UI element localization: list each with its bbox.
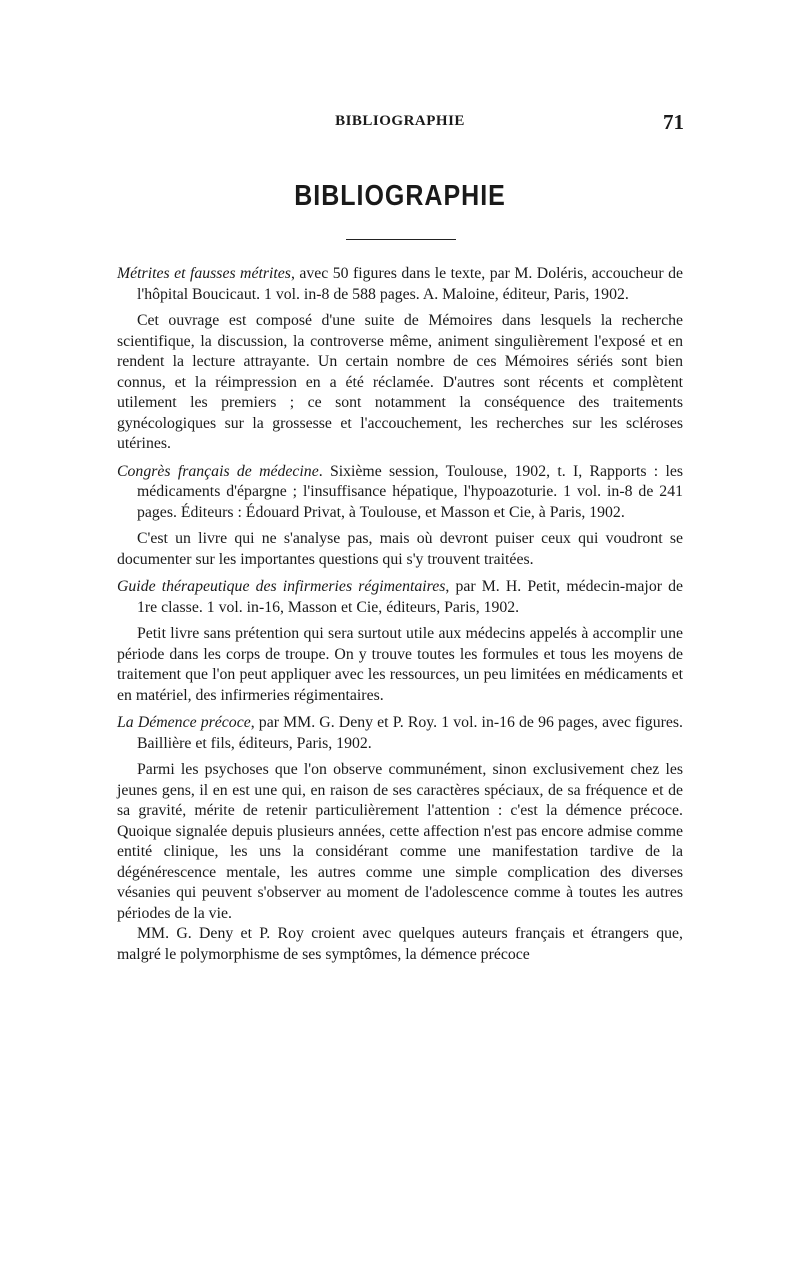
- review-paragraph: Cet ouvrage est composé d'une suite de Mémoires dans lesquels la recherche scientifique, la discussion, la controverse même, animent singulièrement l'exposé et en rendent la lecture attrayante. Un certain nombre de ces Mémoires sériés sont bien connus, et la réimpression en a été réclamée. D'autres sont récents et complètent utilement les premiers ; ce sont notamment la conséquence des traitements gynécologiques sur la grossesse et l'accouchement, les recherches sur les scléroses utérines.: [117, 312, 683, 452]
- entry-citation: [117, 713, 683, 754]
- bibliography-entry: [117, 713, 683, 965]
- bibliography-entry: [117, 264, 683, 455]
- citation-details: , par MM. G. Deny et P. Roy. 1 vol. in-16 de 96 pages, avec figures. Baillière et fils, éditeurs, Paris, 1902.: [137, 714, 683, 752]
- review-paragraph: Parmi les psychoses que l'on observe communément, sinon exclusivement chez les jeunes gens, il en est une qui, en raison de ses caractères spéciaux, de sa fréquence et de sa gravité, mérite de retenir particulièrement l'attention : c'est la démence précoce. Quoique signalée depuis plusieurs années, cette affection n'est pas encore admise comme entité clinique, les uns la considérant comme une manifestation tardive de la dégénérescence mentale, les autres comme une simple complication des diverses vésanies qui peuvent s'observer au moment de l'adolescence comme à toutes les autres périodes de la vie.: [117, 761, 683, 922]
- page-number: 71: [663, 110, 684, 134]
- citation-details: , par M. H. Petit, médecin-major de 1re classe. 1 vol. in-16, Masson et Cie, éditeurs, Paris, 1902.: [137, 578, 684, 616]
- bibliography-entry: [117, 577, 683, 706]
- book-title: Guide thérapeutique des infirmeries régimentaires: [117, 578, 446, 595]
- bibliography-list: [117, 264, 683, 972]
- book-title: Congrès français de médecine: [117, 462, 319, 480]
- entry-citation: [117, 462, 683, 524]
- bibliography-entry: [117, 462, 683, 571]
- review-paragraph: Petit livre sans prétention qui sera surtout utile aux médecins appelés à accomplir une période dans les corps de troupe. On y trouve toutes les formules et tous les moyens de traitement que l'on peut appliquer avec les ressources, un peu limitées en médicaments et en matériel, des infirmeries régimentaires.: [117, 625, 683, 704]
- entry-citation: [117, 577, 683, 618]
- book-title: La Démence précoce: [117, 714, 251, 731]
- running-head: [0, 110, 800, 137]
- running-title: BIBLIOGRAPHIE: [335, 113, 465, 129]
- book-title: Métrites et fausses métrites: [117, 265, 291, 282]
- entry-citation: [117, 264, 683, 305]
- title-rule: [346, 239, 456, 240]
- section-title: BIBLIOGRAPHIE: [294, 179, 506, 213]
- review-paragraph: MM. G. Deny et P. Roy croient avec quelques auteurs français et étrangers que, malgré le polymorphisme de ses symptômes, la démence précoce: [117, 925, 683, 963]
- citation-details: , avec 50 figures dans le texte, par M. Doléris, accoucheur de l'hôpital Boucicaut. 1 vol. in-8 de 588 pages. A. Maloine, éditeur, Paris, 1902.: [137, 265, 683, 303]
- review-paragraph: C'est un livre qui ne s'analyse pas, mais où devront puiser ceux qui voudront se documenter sur les importantes questions qui s'y trouvent traitées.: [117, 530, 683, 568]
- citation-details: . Sixième session, Toulouse, 1902, t. I, Rapports : les médicaments d'épargne ; l'insuffisance hépatique, l'hypoazoturie. 1 vol. in-8 de 241 pages. Éditeurs : Édouard Privat, à Toulouse, et Masson et Cie, à Paris, 1902.: [137, 462, 683, 521]
